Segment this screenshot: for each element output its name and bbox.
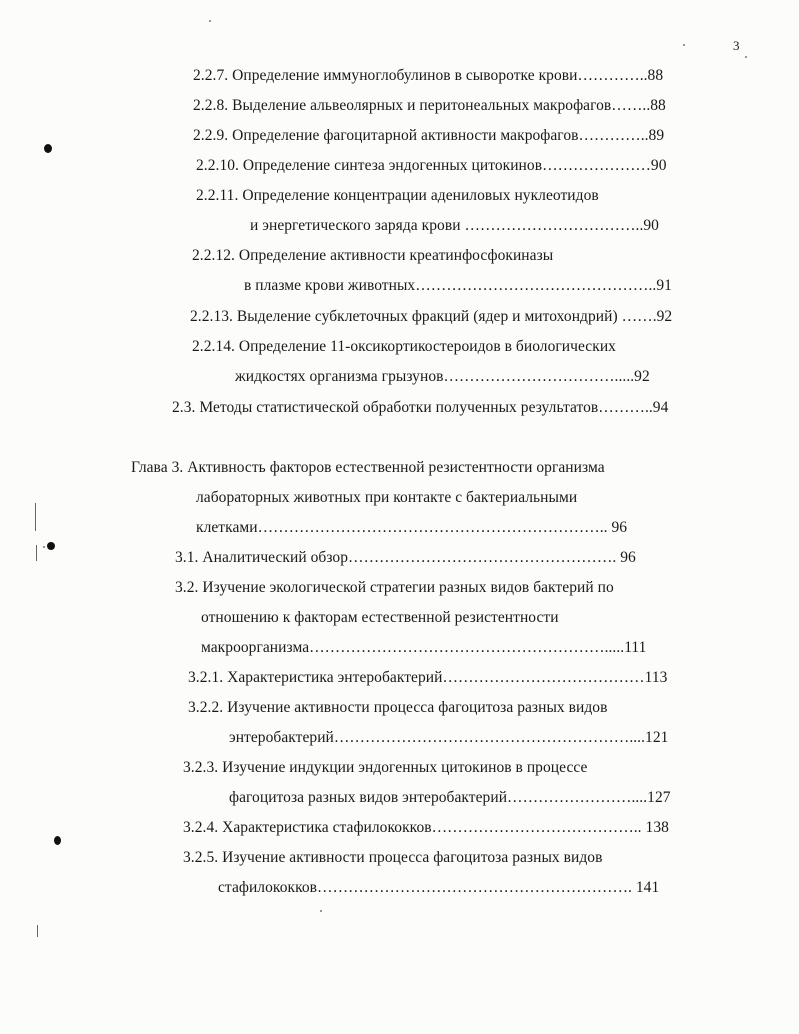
- toc-entry-2-2-7: 2.2.7. Определение иммуноглобулинов в сыворотке крови…………..88: [193, 67, 664, 84]
- scan-speck: [683, 44, 685, 46]
- toc-entry-3-2-5: 3.2.5. Изучение активности процесса фагоцитоза разных видов: [183, 849, 603, 866]
- scan-speck: [43, 546, 45, 548]
- toc-chapter-3: Глава 3. Активность факторов естественной резистентности организма: [131, 459, 605, 476]
- toc-entry-2-2-11-cont: и энергетического заряда крови ……………………………..90: [250, 217, 659, 234]
- toc-entry-2-2-8: 2.2.8. Выделение альвеолярных и перитонеальных макрофагов……..88: [193, 97, 666, 114]
- toc-entry-3-2-cont-2: макроорганизма………………………………………………….....111: [201, 639, 647, 656]
- toc-entry-3-2-cont-1: отношению к факторам естественной резистентности: [201, 609, 559, 626]
- toc-entry-2-2-11: 2.2.11. Определение концентрации адениловых нуклеотидов: [196, 187, 599, 204]
- toc-entry-3-1: 3.1. Аналитический обзор……………………………………………. 96: [175, 549, 636, 566]
- scan-hole-mark: [44, 144, 52, 153]
- toc-entry-3-2-2-cont: энтеробактерий…………………………………………………....121: [229, 729, 669, 746]
- scan-speck: [320, 910, 322, 912]
- toc-chapter-3-cont-1: лабораторных животных при контакте с бактериальными: [196, 489, 578, 506]
- scan-hole-mark: [47, 542, 55, 550]
- toc-entry-2-2-14: 2.2.14. Определение 11-оксикортикостероидов в биологических: [192, 338, 616, 355]
- toc-entry-3-2-5-cont: стафилококков……………………………………………………. 141: [218, 879, 660, 896]
- scan-scratch: [35, 503, 36, 531]
- scan-scratch: [37, 925, 38, 937]
- scan-speck: [209, 20, 211, 22]
- toc-entry-3-2-3: 3.2.3. Изучение индукции эндогенных цитокинов в процессе: [183, 759, 588, 776]
- toc-entry-2-2-13: 2.2.13. Выделение субклеточных фракций (ядер и митохондрий) …….92: [190, 308, 673, 325]
- toc-entry-3-2-3-cont: фагоцитоза разных видов энтеробактерий……………………....127: [229, 789, 671, 806]
- toc-entry-2-2-10: 2.2.10. Определение синтеза эндогенных цитокинов…………………90: [196, 157, 667, 174]
- scan-hole-mark: [54, 836, 61, 845]
- toc-chapter-3-cont-2: клетками………………………………………………………….. 96: [196, 519, 628, 536]
- toc-entry-3-2-1: 3.2.1. Характеристика энтеробактерий…………………………………113: [188, 669, 668, 686]
- toc-entry-3-2: 3.2. Изучение экологической стратегии разных видов бактерий по: [175, 579, 614, 596]
- scan-scratch: [36, 545, 37, 561]
- toc-entry-2-2-12-cont: в плазме крови животных………………………………………..91: [244, 277, 672, 294]
- toc-entry-2-2-9: 2.2.9. Определение фагоцитарной активности макрофагов…………..89: [193, 127, 665, 144]
- toc-entry-3-2-2: 3.2.2. Изучение активности процесса фагоцитоза разных видов: [188, 699, 608, 716]
- toc-entry-3-2-4: 3.2.4. Характеристика стафилококков………………………………….. 138: [183, 819, 669, 836]
- toc-entry-2-2-14-cont: жидкостях организма грызунов…………………………….....92: [235, 368, 650, 385]
- scan-speck: [745, 56, 747, 58]
- toc-entry-2-3: 2.3. Методы статистической обработки полученных результатов………..94: [172, 399, 669, 416]
- toc-entry-2-2-12: 2.2.12. Определение активности креатинфосфокиназы: [192, 247, 554, 264]
- page-number: 3: [733, 38, 740, 53]
